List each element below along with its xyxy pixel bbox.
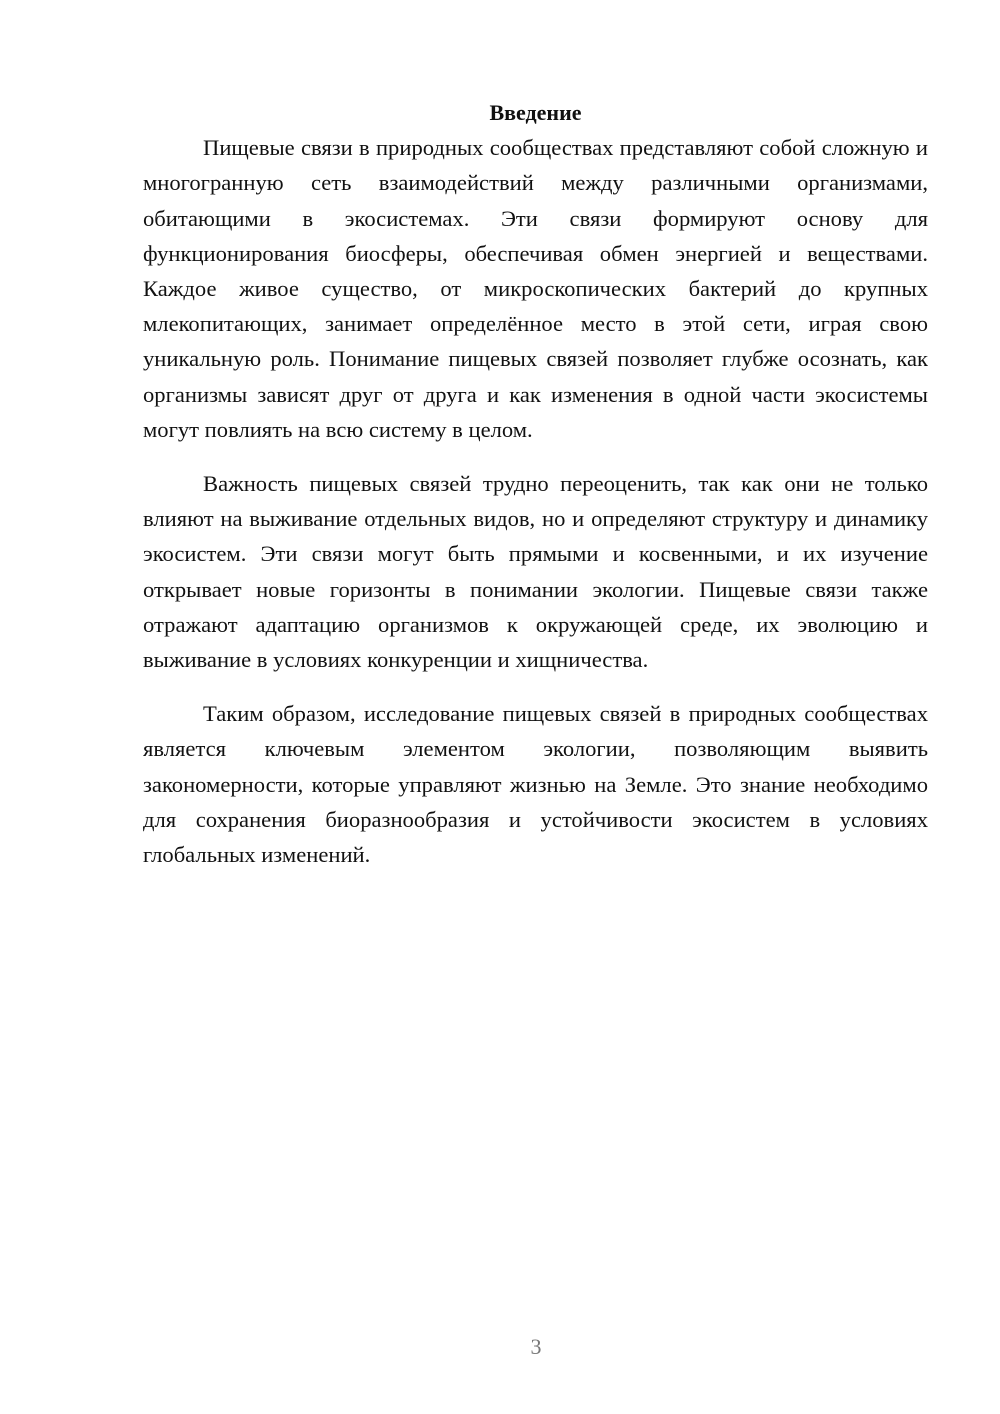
paragraph-1: Пищевые связи в природных сообществах представляют собой сложную и многогранную сеть взаимодействий между различными организмами, обитающими в экосистемах. Эти связи формируют основу для функционирования биосферы, обеспечивая обмен энергией и веществами. Каждое живое существо, от микроскопических бактерий до крупных млекопитающих, занимает определённое место в этой сети, играя свою уникальную роль. Понимание пищевых связей позволяет глубже осознать, как организмы зависят друг от друга и как изменения в одной части экосистемы могут повлиять на всю систему в целом. <box>143 135 928 442</box>
paragraph-3: Таким образом, исследование пищевых связей в природных сообществах является ключевым элементом экологии, позволяющим выявить закономерности, которые управляют жизнью на Земле. Это знание необходимо для сохранения биоразнообразия и устойчивости экосистем в условиях глобальных изменений. <box>143 701 928 868</box>
page-content <box>143 95 928 872</box>
section-title: Введение <box>489 100 582 125</box>
paragraph-2: Важность пищевых связей трудно переоценить, так как они не только влияют на выживание отдельных видов, но и определяют структуру и динамику экосистем. Эти связи могут быть прямыми и косвенными, и их изучение открывает новые горизонты в понимании экологии. Пищевые связи также отражают адаптацию организмов к окружающей среде, их эволюцию и выживание в условиях конкуренции и хищничества. <box>143 471 928 673</box>
page-number: 3 <box>530 1334 542 1359</box>
